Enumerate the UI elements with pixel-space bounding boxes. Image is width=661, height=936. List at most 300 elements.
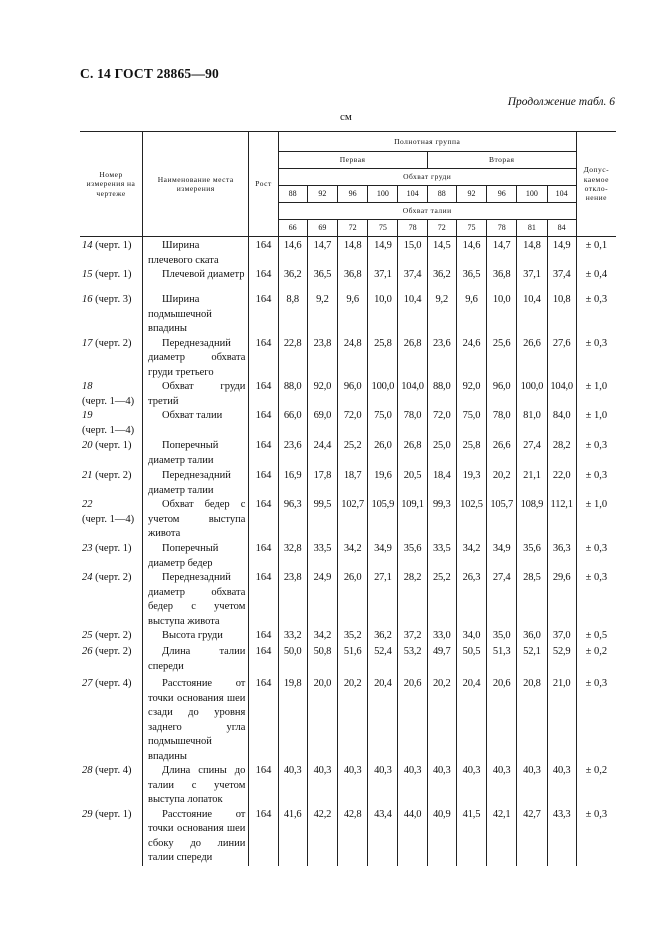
- drawing-reference: (черт. 2): [95, 630, 132, 641]
- measurement-value: 17,8: [307, 469, 337, 498]
- measurement-number: [80, 237, 143, 269]
- measurement-value: 22,8: [278, 337, 307, 381]
- measurement-value: 10,4: [398, 293, 427, 337]
- tolerance-value: ± 0,3: [576, 337, 616, 381]
- measurement-value: 24,8: [338, 337, 368, 381]
- header-waist-value: 72: [338, 220, 368, 237]
- measurement-index: 25: [82, 630, 93, 641]
- tolerance-value: ± 0,2: [576, 645, 616, 677]
- measurement-value: 23,6: [278, 439, 307, 469]
- measurement-value: 84,0: [547, 409, 576, 439]
- header-chest-value: 100: [517, 186, 547, 203]
- height-value: 164: [249, 677, 278, 764]
- measurement-value: 112,1: [547, 498, 576, 542]
- measurement-value: 40,3: [427, 764, 456, 808]
- height-value: 164: [249, 469, 278, 498]
- measurement-name-text: Длина спины до талии с учетом выступа лопаток: [148, 765, 246, 805]
- measurement-value: 10,8: [547, 293, 576, 337]
- measurement-value: 72,0: [427, 409, 456, 439]
- measurement-value: 52,9: [547, 645, 576, 677]
- measurement-value: 40,3: [456, 764, 486, 808]
- height-value: 164: [249, 380, 278, 409]
- measurement-value: 42,8: [338, 808, 368, 866]
- measurement-value: 36,8: [487, 268, 517, 293]
- drawing-reference: (черт. 1): [95, 269, 132, 280]
- measurement-value: 35,0: [487, 629, 517, 645]
- measurement-value: 34,2: [307, 629, 337, 645]
- measurement-value: 20,0: [307, 677, 337, 764]
- measurement-name-text: Ширина плечевого ската: [148, 240, 219, 266]
- measurement-value: 25,2: [427, 571, 456, 629]
- table-row: [80, 439, 616, 469]
- measurement-value: 26,0: [368, 439, 398, 469]
- measurement-value: 20,2: [487, 469, 517, 498]
- measurement-value: 14,6: [456, 237, 486, 269]
- measurement-name: [143, 380, 249, 409]
- header-waist-value: 84: [547, 220, 576, 237]
- measurement-index: 18: [82, 381, 93, 392]
- measurement-value: 50,5: [456, 645, 486, 677]
- measurement-name: [143, 677, 249, 764]
- tolerance-value: ± 0,2: [576, 764, 616, 808]
- table-row: [80, 571, 616, 629]
- drawing-reference: (черт. 1): [95, 440, 132, 451]
- measurement-value: 18,7: [338, 469, 368, 498]
- measurement-index: 16: [82, 294, 93, 305]
- measurement-value: 105,9: [368, 498, 398, 542]
- drawing-reference: (черт. 2): [95, 646, 132, 657]
- measurement-name: [143, 237, 249, 269]
- measurement-value: 36,2: [427, 268, 456, 293]
- measurement-index: 23: [82, 543, 93, 554]
- height-value: 164: [249, 409, 278, 439]
- measurement-name: [143, 629, 249, 645]
- measurement-value: 40,3: [307, 764, 337, 808]
- measurement-value: 23,6: [427, 337, 456, 381]
- measurement-name-text: Расстояние от точки основания шеи сбоку до линии талии спереди: [148, 808, 246, 863]
- measurement-index: 26: [82, 646, 93, 657]
- measurement-value: 33,5: [427, 542, 456, 571]
- measurement-value: 26,8: [398, 337, 427, 381]
- measurement-value: 25,8: [368, 337, 398, 381]
- header-tolerance: Допус-каемое откло-нение: [576, 132, 616, 237]
- measurement-value: 20,6: [487, 677, 517, 764]
- measurement-value: 21,1: [517, 469, 547, 498]
- measurement-number: [80, 629, 143, 645]
- measurement-value: 34,0: [456, 629, 486, 645]
- drawing-reference: (черт. 1): [95, 808, 132, 820]
- measurement-name-text: Длина талии спереди: [148, 646, 246, 672]
- measurement-value: 20,8: [517, 677, 547, 764]
- drawing-reference: (черт. 1): [95, 240, 132, 251]
- measurement-name: [143, 439, 249, 469]
- measurement-name-text: Обхват бедер с учетом выступа живота: [148, 499, 246, 539]
- measurement-value: 34,2: [338, 542, 368, 571]
- measurement-value: 40,9: [427, 808, 456, 866]
- measurement-value: 51,3: [487, 645, 517, 677]
- measurement-value: 19,3: [456, 469, 486, 498]
- drawing-reference: (черт. 1—4): [82, 395, 135, 407]
- measurement-value: 14,9: [368, 237, 398, 269]
- tolerance-value: ± 0,3: [576, 808, 616, 866]
- measurement-value: 20,6: [398, 677, 427, 764]
- measurement-value: 40,3: [278, 764, 307, 808]
- measurement-value: 33,2: [278, 629, 307, 645]
- height-value: 164: [249, 764, 278, 808]
- measurement-index: 14: [82, 240, 93, 251]
- measurement-name: [143, 293, 249, 337]
- measurements-table: [80, 131, 616, 866]
- measurement-value: 50,0: [278, 645, 307, 677]
- measurement-value: 42,2: [307, 808, 337, 866]
- drawing-reference: (черт. 1—4): [82, 513, 135, 525]
- measurement-name: [143, 469, 249, 498]
- height-value: 164: [249, 498, 278, 542]
- measurement-value: 109,1: [398, 498, 427, 542]
- measurement-value: 43,3: [547, 808, 576, 866]
- measurement-value: 100,0: [368, 380, 398, 409]
- tolerance-value: ± 0,5: [576, 629, 616, 645]
- header-waist-value: 75: [456, 220, 486, 237]
- measurement-value: 92,0: [307, 380, 337, 409]
- header-naimenovanie: Наименование места измерения: [143, 132, 249, 237]
- measurement-number: [80, 645, 143, 677]
- tolerance-value: ± 0,3: [576, 677, 616, 764]
- measurement-name: [143, 645, 249, 677]
- measurement-value: 104,0: [547, 380, 576, 409]
- header-waist-value: 81: [517, 220, 547, 237]
- measurement-index: 21: [82, 470, 93, 481]
- measurement-value: 32,8: [278, 542, 307, 571]
- measurement-name: [143, 337, 249, 381]
- measurement-value: 28,2: [547, 439, 576, 469]
- measurement-index: 19: [82, 410, 93, 421]
- tolerance-value: ± 1,0: [576, 380, 616, 409]
- tolerance-value: ± 1,0: [576, 498, 616, 542]
- tolerance-value: ± 0,3: [576, 439, 616, 469]
- measurement-value: 20,4: [368, 677, 398, 764]
- measurement-value: 75,0: [456, 409, 486, 439]
- header-waist-value: 78: [398, 220, 427, 237]
- measurement-value: 51,6: [338, 645, 368, 677]
- measurement-value: 40,3: [368, 764, 398, 808]
- table-row: [80, 380, 616, 409]
- measurement-value: 28,2: [398, 571, 427, 629]
- table-row: [80, 629, 616, 645]
- measurement-value: 19,6: [368, 469, 398, 498]
- header-rost: Рост: [249, 132, 278, 237]
- measurement-value: 34,9: [487, 542, 517, 571]
- measurement-value: 26,3: [456, 571, 486, 629]
- measurement-name-text: Обхват талии: [162, 410, 223, 421]
- unit-label: см: [340, 111, 352, 123]
- measurement-value: 14,5: [427, 237, 456, 269]
- measurement-number: [80, 409, 143, 439]
- measurement-value: 14,7: [307, 237, 337, 269]
- measurement-number: [80, 293, 143, 337]
- measurement-value: 72,0: [338, 409, 368, 439]
- header-chest-value: 88: [278, 186, 307, 203]
- tolerance-value: ± 0,4: [576, 268, 616, 293]
- table-row: [80, 237, 616, 269]
- measurement-value: 25,2: [338, 439, 368, 469]
- measurement-index: 27: [82, 678, 93, 689]
- measurement-value: 23,8: [307, 337, 337, 381]
- measurement-value: 40,3: [487, 764, 517, 808]
- header-waist-value: 72: [427, 220, 456, 237]
- measurement-value: 40,3: [517, 764, 547, 808]
- measurement-number: [80, 469, 143, 498]
- height-value: 164: [249, 808, 278, 866]
- measurement-name: [143, 498, 249, 542]
- measurement-name-text: Переднезадний диаметр талии: [148, 470, 231, 496]
- measurement-value: 35,6: [517, 542, 547, 571]
- header-chest-value: 104: [547, 186, 576, 203]
- measurement-value: 19,8: [278, 677, 307, 764]
- measurement-value: 35,2: [338, 629, 368, 645]
- header-chest-value: 92: [307, 186, 337, 203]
- measurement-name: [143, 268, 249, 293]
- measurement-value: 36,2: [278, 268, 307, 293]
- measurement-number: [80, 764, 143, 808]
- measurement-value: 40,3: [338, 764, 368, 808]
- drawing-reference: (черт. 1—4): [82, 424, 135, 436]
- measurement-name-text: Ширина подмышечной впадины: [148, 294, 212, 334]
- measurement-index: 29: [82, 808, 93, 820]
- measurement-value: 14,8: [517, 237, 547, 269]
- drawing-reference: (черт. 2): [95, 572, 132, 583]
- table-row: [80, 645, 616, 677]
- measurement-number: [80, 380, 143, 409]
- measurement-value: 66,0: [278, 409, 307, 439]
- drawing-reference: (черт. 4): [95, 765, 132, 776]
- measurement-value: 35,6: [398, 542, 427, 571]
- header-chest-value: 88: [427, 186, 456, 203]
- measurement-value: 25,8: [456, 439, 486, 469]
- measurement-value: 26,6: [487, 439, 517, 469]
- table-row: [80, 293, 616, 337]
- measurement-value: 9,2: [427, 293, 456, 337]
- measurement-value: 9,2: [307, 293, 337, 337]
- height-value: 164: [249, 629, 278, 645]
- measurement-value: 37,1: [517, 268, 547, 293]
- header-waist: Обхват талии: [278, 203, 576, 220]
- measurement-value: 33,0: [427, 629, 456, 645]
- measurement-value: 69,0: [307, 409, 337, 439]
- header-nomer: Номер измерения на чертеже: [80, 132, 143, 237]
- measurement-value: 34,9: [368, 542, 398, 571]
- header-group-second: Вторая: [427, 152, 576, 169]
- measurement-value: 53,2: [398, 645, 427, 677]
- measurement-value: 104,0: [398, 380, 427, 409]
- measurement-value: 18,4: [427, 469, 456, 498]
- measurement-value: 37,2: [398, 629, 427, 645]
- measurement-number: [80, 337, 143, 381]
- measurement-value: 44,0: [398, 808, 427, 866]
- measurement-value: 10,4: [517, 293, 547, 337]
- measurement-index: 20: [82, 440, 93, 451]
- measurement-value: 34,2: [456, 542, 486, 571]
- height-value: 164: [249, 571, 278, 629]
- tolerance-value: ± 0,3: [576, 293, 616, 337]
- measurement-value: 21,0: [547, 677, 576, 764]
- header-waist-value: 75: [368, 220, 398, 237]
- measurement-value: 36,5: [307, 268, 337, 293]
- measurement-value: 10,0: [487, 293, 517, 337]
- header-chest-value: 104: [398, 186, 427, 203]
- measurement-value: 96,0: [487, 380, 517, 409]
- measurement-number: [80, 542, 143, 571]
- measurement-value: 50,8: [307, 645, 337, 677]
- measurement-name-text: Переднезадний диаметр обхвата груди третьего: [148, 337, 246, 378]
- height-value: 164: [249, 645, 278, 677]
- measurement-value: 36,5: [456, 268, 486, 293]
- measurement-value: 78,0: [398, 409, 427, 439]
- tolerance-value: ± 0,3: [576, 571, 616, 629]
- measurement-value: 28,5: [517, 571, 547, 629]
- measurement-value: 49,7: [427, 645, 456, 677]
- measurement-value: 36,8: [338, 268, 368, 293]
- measurement-index: 17: [82, 337, 93, 349]
- measurement-name-text: Поперечный диаметр бедер: [148, 543, 219, 569]
- header-group: Полнотная группа: [278, 132, 576, 152]
- table-row: [80, 409, 616, 439]
- header-chest-value: 96: [338, 186, 368, 203]
- measurement-value: 99,5: [307, 498, 337, 542]
- table-row: [80, 764, 616, 808]
- table-row: [80, 337, 616, 381]
- measurement-value: 37,4: [398, 268, 427, 293]
- measurement-value: 20,5: [398, 469, 427, 498]
- drawing-reference: (черт. 3): [95, 294, 132, 305]
- measurement-value: 40,3: [547, 764, 576, 808]
- measurement-index: 28: [82, 765, 93, 776]
- measurement-value: 37,4: [547, 268, 576, 293]
- measurement-name-text: Расстояние от точки основания шеи сзади до уровня заднего угла подмышечной впадины: [148, 678, 246, 762]
- measurement-number: [80, 268, 143, 293]
- drawing-reference: (черт. 1): [95, 543, 132, 554]
- table-continuation-note: Продолжение табл. 6: [507, 96, 615, 108]
- measurement-value: 102,7: [338, 498, 368, 542]
- measurement-name-text: Поперечный диаметр талии: [148, 440, 219, 466]
- table-row: [80, 677, 616, 764]
- measurement-name-text: Плечевой диаметр: [162, 269, 245, 280]
- measurement-index: 15: [82, 269, 93, 280]
- measurement-value: 10,0: [368, 293, 398, 337]
- page-header: С. 14 ГОСТ 28865—90: [80, 66, 219, 81]
- measurement-name-text: Обхват груди третий: [148, 381, 246, 407]
- measurement-value: 16,9: [278, 469, 307, 498]
- measurement-index: 24: [82, 572, 93, 583]
- table-row: [80, 498, 616, 542]
- measurement-value: 15,0: [398, 237, 427, 269]
- measurement-name: [143, 409, 249, 439]
- header-waist-value: 66: [278, 220, 307, 237]
- measurement-value: 42,7: [517, 808, 547, 866]
- measurement-value: 27,4: [517, 439, 547, 469]
- measurement-value: 37,0: [547, 629, 576, 645]
- measurement-number: [80, 439, 143, 469]
- tolerance-value: ± 0,1: [576, 237, 616, 269]
- measurement-name-text: Высота груди: [162, 630, 223, 641]
- measurement-name: [143, 764, 249, 808]
- tolerance-value: ± 1,0: [576, 409, 616, 439]
- header-group-first: Первая: [278, 152, 427, 169]
- measurement-value: 33,5: [307, 542, 337, 571]
- measurement-value: 52,1: [517, 645, 547, 677]
- measurement-value: 99,3: [427, 498, 456, 542]
- header-chest: Обхват груди: [278, 169, 576, 186]
- header-chest-value: 96: [487, 186, 517, 203]
- measurement-value: 27,6: [547, 337, 576, 381]
- height-value: 164: [249, 542, 278, 571]
- height-value: 164: [249, 293, 278, 337]
- drawing-reference: (черт. 2): [95, 470, 132, 481]
- measurement-value: 27,1: [368, 571, 398, 629]
- measurement-value: 23,8: [278, 571, 307, 629]
- measurement-value: 22,0: [547, 469, 576, 498]
- measurement-value: 96,3: [278, 498, 307, 542]
- measurement-value: 100,0: [517, 380, 547, 409]
- measurement-name: [143, 808, 249, 866]
- height-value: 164: [249, 268, 278, 293]
- header-chest-value: 100: [368, 186, 398, 203]
- measurement-value: 9,6: [456, 293, 486, 337]
- height-value: 164: [249, 237, 278, 269]
- table-row: [80, 542, 616, 571]
- height-value: 164: [249, 337, 278, 381]
- measurement-value: 20,4: [456, 677, 486, 764]
- measurement-value: 43,4: [368, 808, 398, 866]
- measurement-value: 96,0: [338, 380, 368, 409]
- measurement-value: 29,6: [547, 571, 576, 629]
- header-waist-value: 69: [307, 220, 337, 237]
- tolerance-value: ± 0,3: [576, 542, 616, 571]
- measurement-value: 26,0: [338, 571, 368, 629]
- measurement-value: 41,6: [278, 808, 307, 866]
- measurement-value: 26,6: [517, 337, 547, 381]
- measurement-number: [80, 498, 143, 542]
- drawing-reference: (черт. 4): [95, 678, 132, 689]
- measurement-value: 52,4: [368, 645, 398, 677]
- height-value: 164: [249, 439, 278, 469]
- measurement-value: 24,4: [307, 439, 337, 469]
- measurement-value: 14,8: [338, 237, 368, 269]
- measurement-value: 42,1: [487, 808, 517, 866]
- measurement-number: [80, 808, 143, 866]
- measurement-value: 75,0: [368, 409, 398, 439]
- measurement-value: 105,7: [487, 498, 517, 542]
- drawing-reference: (черт. 2): [95, 337, 132, 349]
- measurement-value: 92,0: [456, 380, 486, 409]
- measurement-value: 81,0: [517, 409, 547, 439]
- measurement-value: 24,6: [456, 337, 486, 381]
- header-waist-value: 78: [487, 220, 517, 237]
- measurement-value: 9,6: [338, 293, 368, 337]
- measurement-value: 78,0: [487, 409, 517, 439]
- table-row: [80, 268, 616, 293]
- measurement-name: [143, 571, 249, 629]
- measurement-value: 36,0: [517, 629, 547, 645]
- measurement-value: 37,1: [368, 268, 398, 293]
- measurement-value: 102,5: [456, 498, 486, 542]
- measurement-value: 108,9: [517, 498, 547, 542]
- measurement-value: 8,8: [278, 293, 307, 337]
- measurement-name-text: Переднезадний диаметр обхвата бедер с учетом выступа живота: [148, 572, 246, 627]
- measurement-value: 36,2: [368, 629, 398, 645]
- measurement-value: 88,0: [278, 380, 307, 409]
- measurement-value: 14,9: [547, 237, 576, 269]
